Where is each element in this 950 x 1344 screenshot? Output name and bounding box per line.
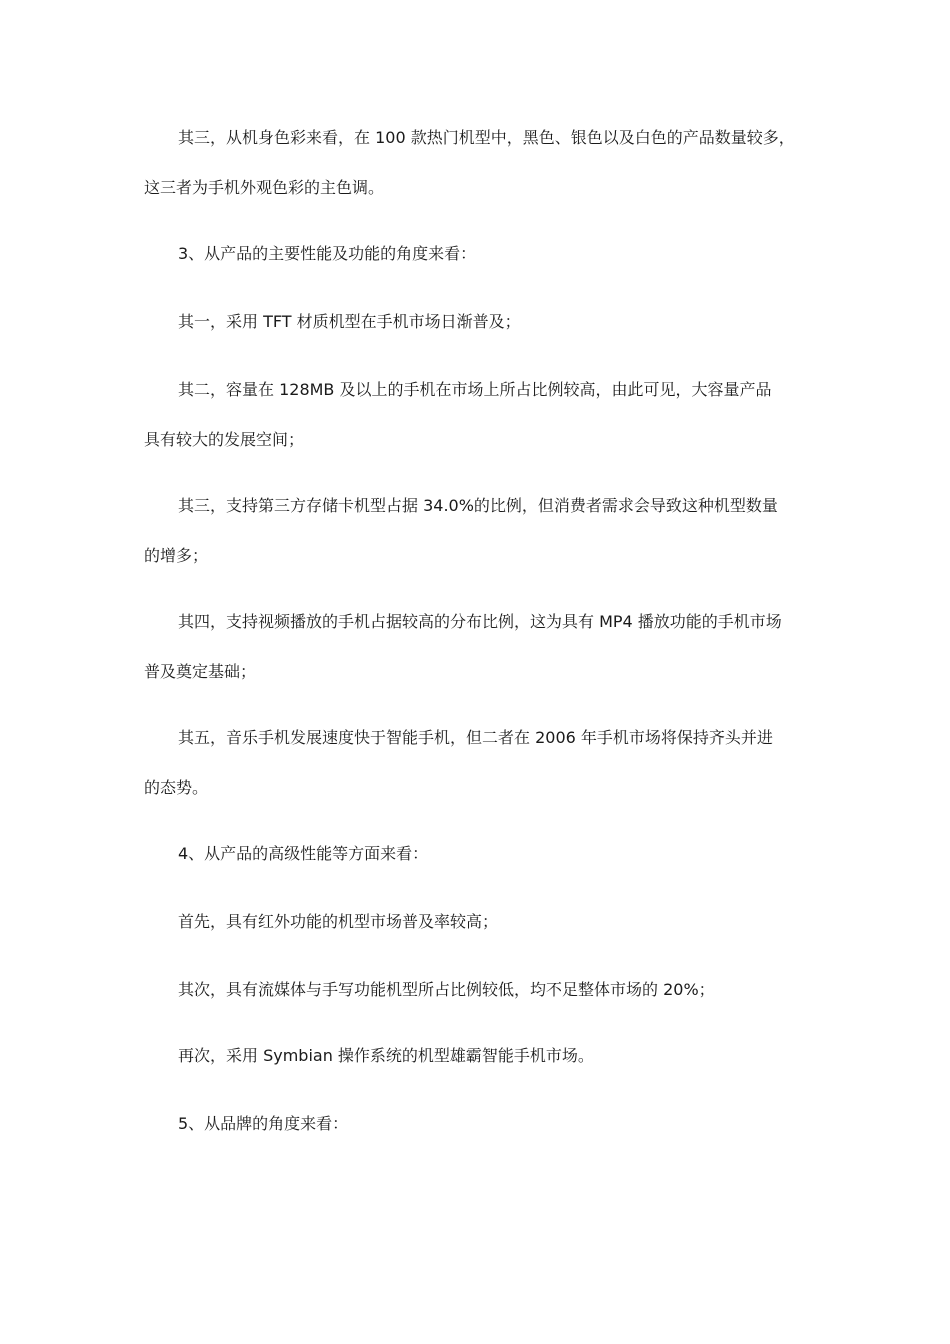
paragraph-5-line-2: 的增多； — [144, 546, 209, 565]
paragraph-9-line-1: 首先，具有红外功能的机型市场普及率较高； — [178, 912, 499, 931]
paragraph-7-line-1: 其五，音乐手机发展速度快于智能手机，但二者在 2006 年手机市场将保持齐头并进 — [178, 728, 773, 747]
paragraph-6-line-2: 普及奠定基础； — [144, 662, 257, 681]
paragraph-4-line-1: 其二，容量在 128MB 及以上的手机在市场上所占比例较高，由此可见，大容量产品 — [178, 380, 772, 399]
paragraph-4-line-2: 具有较大的发展空间； — [144, 430, 305, 449]
paragraph-7-line-2: 的态势。 — [144, 778, 209, 797]
paragraph-6-line-1: 其四，支持视频播放的手机占据较高的分布比例，这为具有 MP4 播放功能的手机市场 — [178, 612, 782, 631]
paragraph-1-line-1: 其三，从机身色彩来看，在 100 款热门机型中，黑色、银色以及白色的产品数量较多， — [178, 128, 795, 147]
paragraph-5-line-1: 其三，支持第三方存储卡机型占据 34.0%的比例，但消费者需求会导致这种机型数量 — [178, 496, 778, 515]
section-heading-3: 3、从产品的主要性能及功能的角度来看： — [178, 244, 477, 263]
paragraph-11-line-1: 再次，采用 Symbian 操作系统的机型雄霸智能手机市场。 — [178, 1046, 594, 1065]
section-heading-5: 5、从品牌的角度来看： — [178, 1114, 349, 1133]
paragraph-1-line-2: 这三者为手机外观色彩的主色调。 — [144, 178, 385, 197]
section-heading-4: 4、从产品的高级性能等方面来看： — [178, 844, 429, 863]
paragraph-10-line-1: 其次，具有流媒体与手写功能机型所占比例较低，均不足整体市场的 20%； — [178, 980, 715, 999]
paragraph-3-line-1: 其一，采用 TFT 材质机型在手机市场日渐普及； — [178, 312, 521, 331]
